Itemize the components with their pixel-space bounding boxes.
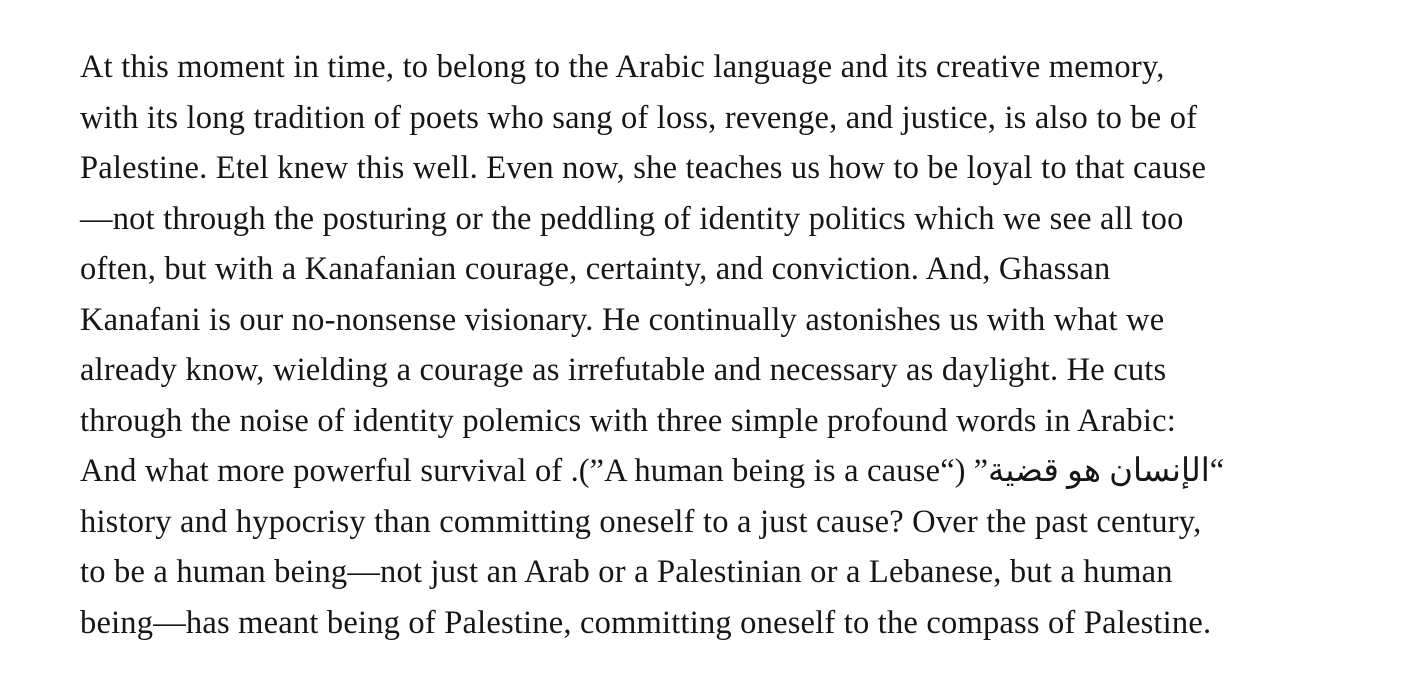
text-line: with its long tradition of poets who sang of loss, revenge, and justice, is also to be of: [80, 99, 1198, 136]
text-line: often, but with a Kanafanian courage, certainty, and conviction. And, Ghassan: [80, 251, 1111, 287]
text-line: through the noise of identity polemics with three simple profound words in Arabic:: [80, 402, 1176, 439]
text-line: Kanafani is our no-nonsense visionary. He continually astonishes us with what we: [80, 301, 1165, 338]
text-line: Palestine. Etel knew this well. Even now, she teaches us how to be loyal to that cause: [80, 150, 1207, 186]
text-line: being—has meant being of Palestine, committing oneself to the compass of Palestine.: [80, 604, 1212, 641]
text-line: At this moment in time, to belong to the Arabic language and its creative memory,: [80, 49, 1165, 85]
text-line: history and hypocrisy than committing oneself to a just cause? Over the past century,: [80, 503, 1202, 540]
text-line: —not through the posturing or the peddling of identity politics which we see all too: [80, 200, 1184, 237]
text-line: to be a human being—not just an Arab or a Palestinian or a Lebanese, but a human: [80, 554, 1173, 590]
paragraph: [80, 42, 1380, 648]
text-line-arabic: “الإنسان هو قضية” (“A human being is a cause”). And what more powerful survival of: [80, 453, 1225, 489]
text-line: already know, wielding a courage as irrefutable and necessary as daylight. He cuts: [80, 352, 1167, 388]
